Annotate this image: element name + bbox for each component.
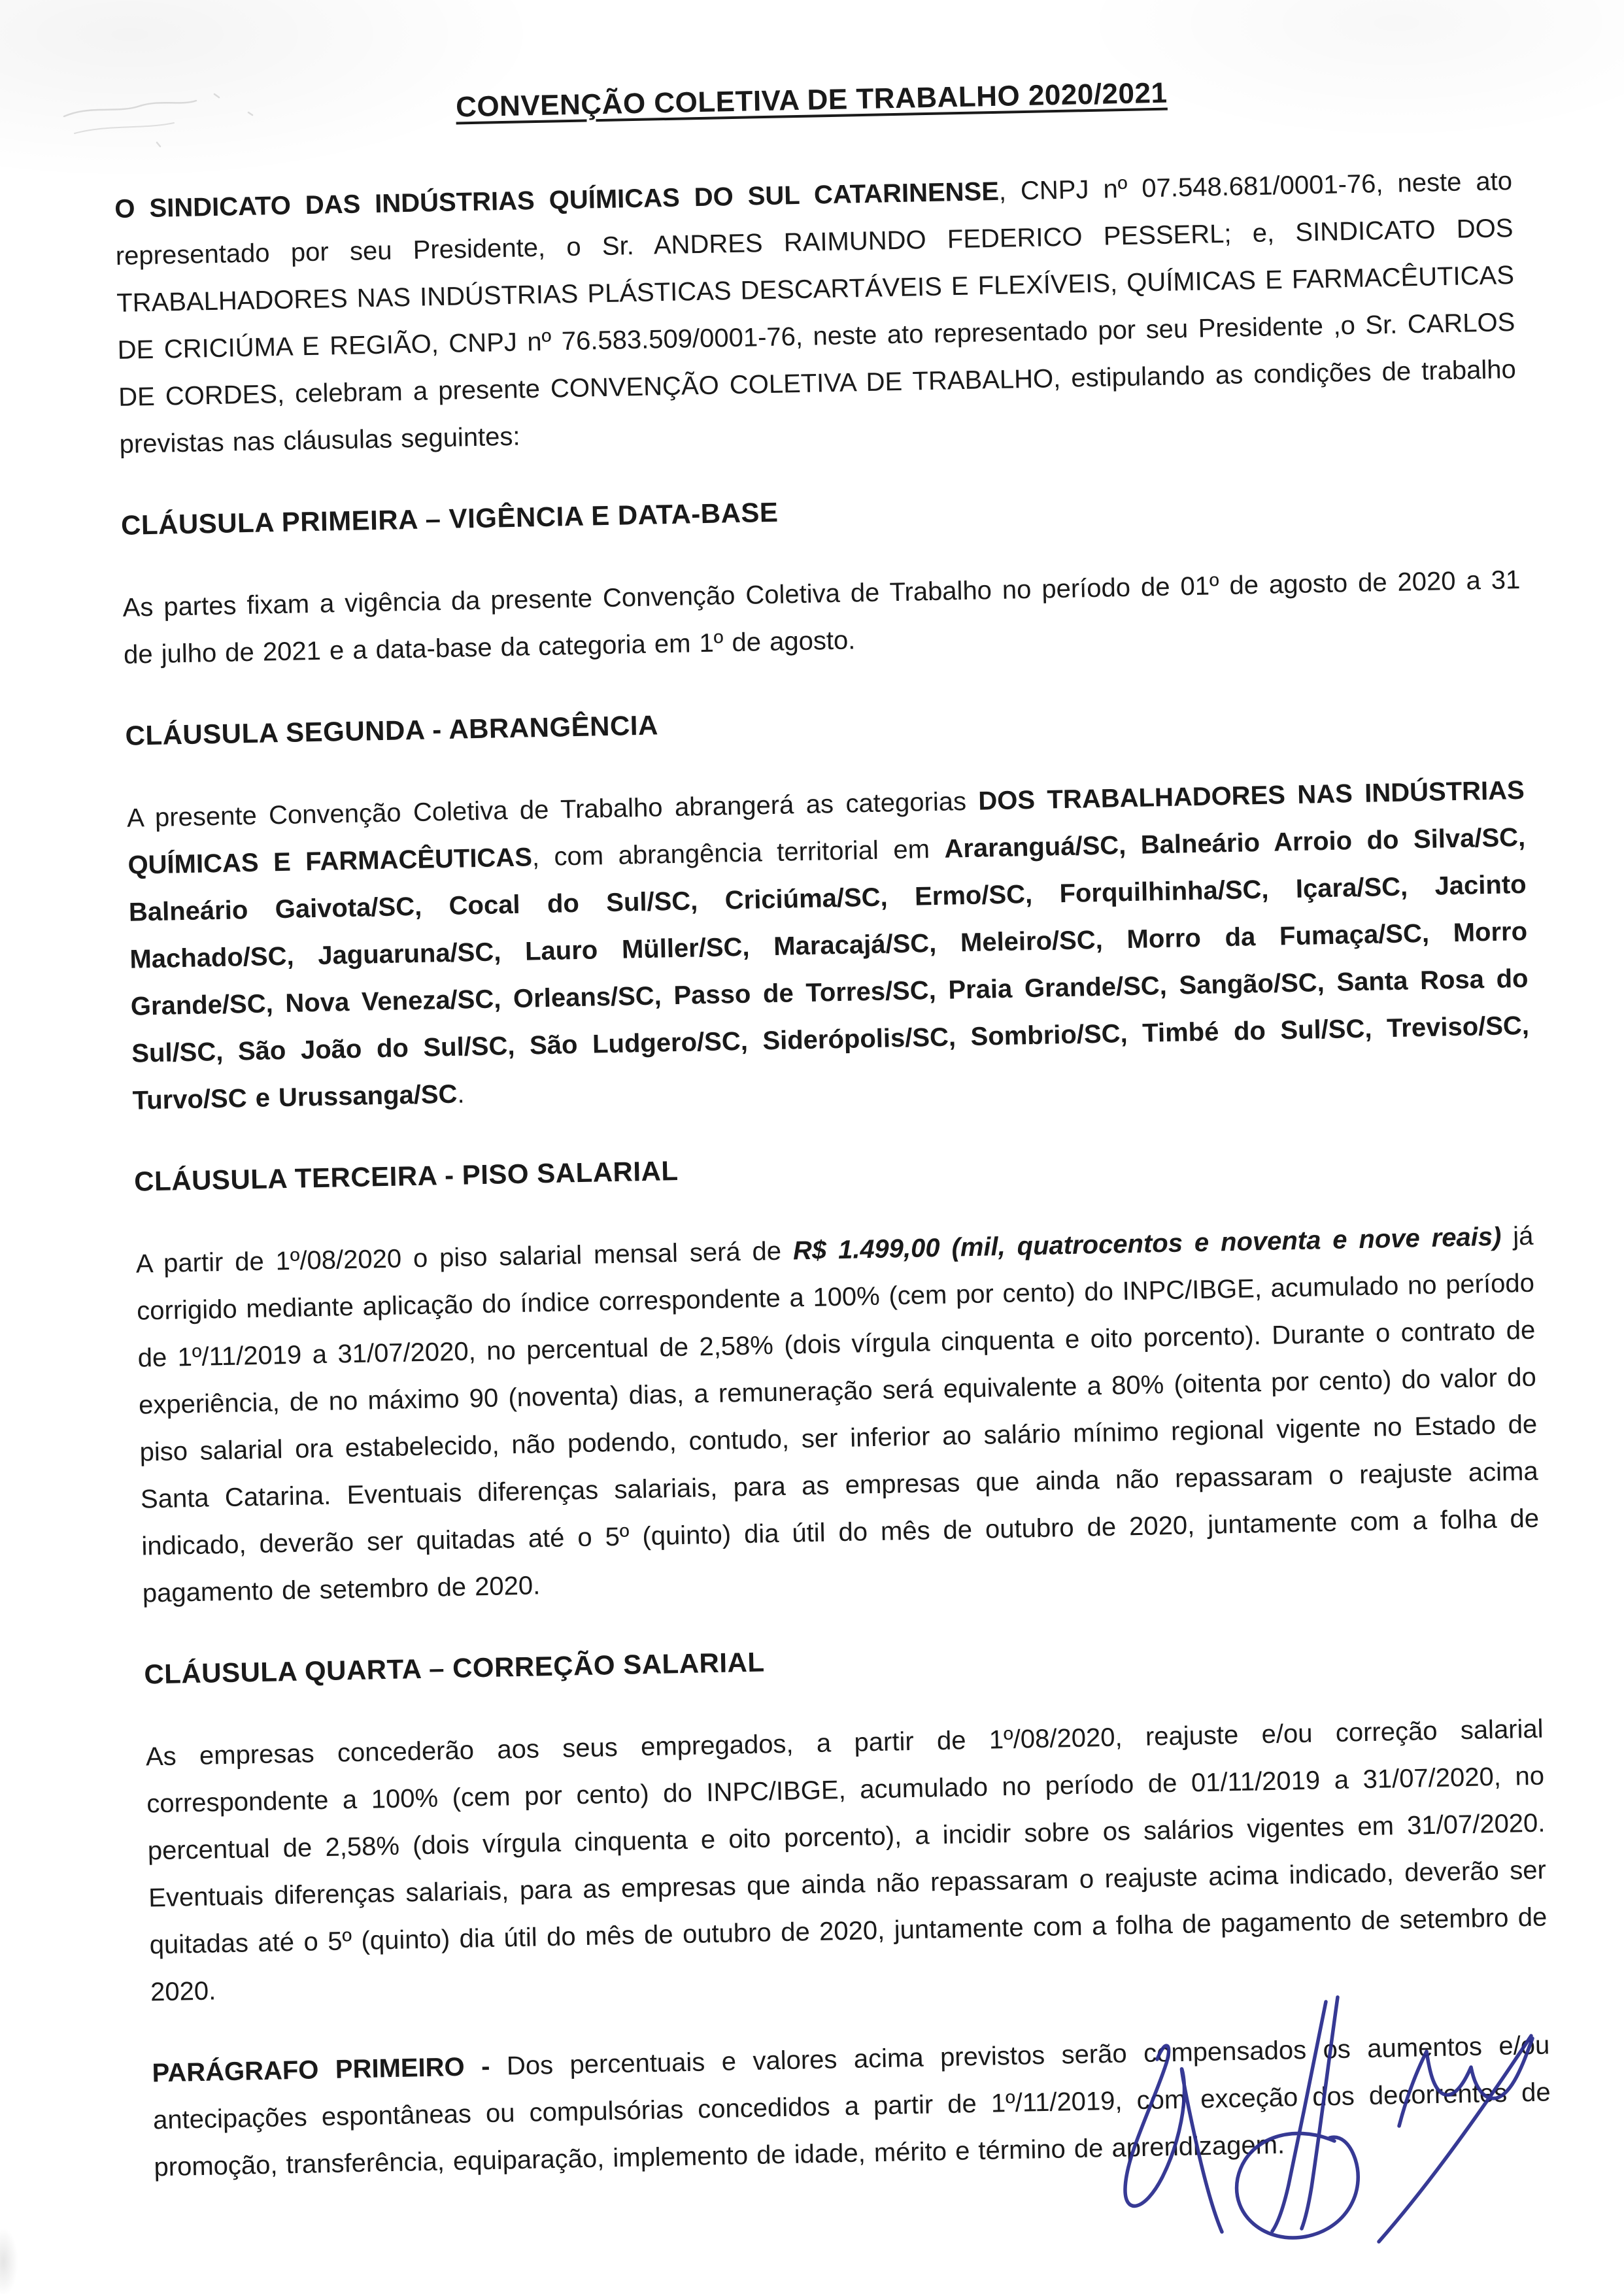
- document-content: [112, 70, 1553, 2225]
- text-run: A partir de 1º/08/2020 o piso salarial mensal será de: [135, 1236, 794, 1279]
- clause-3-body: [135, 1213, 1540, 1617]
- text-run: Araranguá/SC, Balneário Arroio do Silva/SC, Balneário Gaivota/SC, Cocal do Sul/SC, Criciúma/SC, Ermo/SC, Forquilhinha/SC, Içara/SC, Jacinto Machado/SC, Jaguaruna/SC, Lauro Müller/SC, Maracajá/SC, Meleiro/SC, Morro da Fumaça/SC, Morro Grande/SC, Nova Veneza/SC, Orleans/SC, Passo de Torres/SC, Praia Grande/SC, Sangão/SC, Santa Rosa do Sul/SC, São João do Sul/SC, São Ludgero/SC, Siderópolis/SC, Sombrio/SC, Timbé do Sul/SC, Treviso/SC, Turvo/SC e Urussanga/SC: [128, 822, 1530, 1115]
- signature-scribble: [1059, 1961, 1569, 2275]
- text-run: As empresas concederão aos seus empregados, a partir de 1º/08/2020, reajuste e/ou correção salarial correspondente a 100% (cem por cento) do INPC/IBGE, acumulado no período de 01/11/2019 a 31/07/2020, no percentual de 2,58% (dois vírgula cinquenta e oito porcento), a incidir sobre os salários vigentes em 31/07/2020. Eventuais diferenças salariais, para as empresas que ainda não repassaram o reajuste acima indicado, deverão ser quitadas até o 5º (quinto) dia útil do mês de outubro de 2020, juntamente com a folha de pagamento de setembro de 2020.: [145, 1714, 1548, 2007]
- text-run: R$ 1.499,00 (mil, quatrocentos e noventa e nove reais): [792, 1222, 1502, 1266]
- text-run: A presente Convenção Coletiva de Trabalho abrangerá as categorias: [126, 786, 979, 833]
- clause-3-heading: CLÁUSULA TERCEIRA - PISO SALARIAL: [133, 1155, 679, 1197]
- text-run: DOS TRABALHADORES NAS INDÚSTRIAS QUÍMICAS E FARMACÊUTICAS: [127, 775, 1525, 880]
- clause-2-heading: CLÁUSULA SEGUNDA - ABRANGÊNCIA: [125, 709, 659, 751]
- text-run: , CNPJ nº 07.548.681/0001-76, neste ato representado por seu Presidente, o Sr. ANDRES RAIMUNDO FEDERICO PESSERL; e, SINDICATO DOS TRABALHADORES NAS INDÚSTRIAS PLÁSTICAS DESCARTÁVEIS E FLEXÍVEIS, QUÍMICAS E FARMACÊUTICAS DE CRICIÚMA E REGIÃO, CNPJ nº 76.583.509/0001-76, neste ato representado por seu Presidente ,o Sr. CARLOS DE CORDES, celebram a presente CONVENÇÃO COLETIVA DE TRABALHO, estipulando as condições de trabalho previstas nas cláusulas seguintes:: [115, 167, 1517, 459]
- text-run: PARÁGRAFO PRIMEIRO -: [152, 2051, 507, 2088]
- clause-1-body: [122, 556, 1521, 679]
- text-run: O SINDICATO DAS INDÚSTRIAS QUÍMICAS DO SUL CATARINENSE: [114, 177, 1000, 224]
- text-run: já corrigido mediante aplicação do índice correspondente a 100% (cem por cento) do INPC/IBGE, acumulado no período de 1º/11/2019 a 31/07/2020, no percentual de 2,58% (dois vírgula cinquenta e oito porcento). Durante o contrato de experiência, de no máximo 90 (noventa) dias, a remuneração será equivalente a 80% (oitenta por cento) do valor do piso salarial ora estabelecido, não podendo, contudo, ser inferior ao salário mínimo regional vigente no Estado de Santa Catarina. Eventuais diferenças salariais, para as empresas que ainda não repassaram o reajuste acima indicado, deverão ser quitadas até o 5º (quinto) dia útil do mês de outubro de 2020, juntamente com a folha de pagamento de setembro de 2020.: [136, 1221, 1540, 1608]
- text-run: , com abrangência territorial em: [532, 834, 945, 872]
- text-run: .: [456, 1079, 465, 1109]
- preamble-paragraph: [114, 158, 1517, 468]
- clause-1-heading: CLÁUSULA PRIMEIRA – VIGÊNCIA E DATA-BASE: [120, 496, 779, 541]
- text-run: As partes fixam a vigência da presente Convenção Coletiva de Trabalho no período de 01º de agosto de 2020 a 31 de julho de 2021 e a data-base da categoria em 1º de agosto.: [122, 565, 1521, 669]
- clause-2-body: [126, 767, 1531, 1124]
- text-run: Dos percentuais e valores acima previstos serão compensados os aumentos e/ou antecipações espontâneas ou compulsórias concedidos a partir de 1º/11/2019, com exceção dos decorrentes de promoção, transferência, equiparação, implemento de idade, mérito e término de aprendizagem.: [152, 2031, 1551, 2182]
- clause-4-heading: CLÁUSULA QUARTA – CORREÇÃO SALARIAL: [143, 1646, 765, 1690]
- document-title: CONVENÇÃO COLETIVA DE TRABALHO 2020/2021: [455, 76, 1168, 124]
